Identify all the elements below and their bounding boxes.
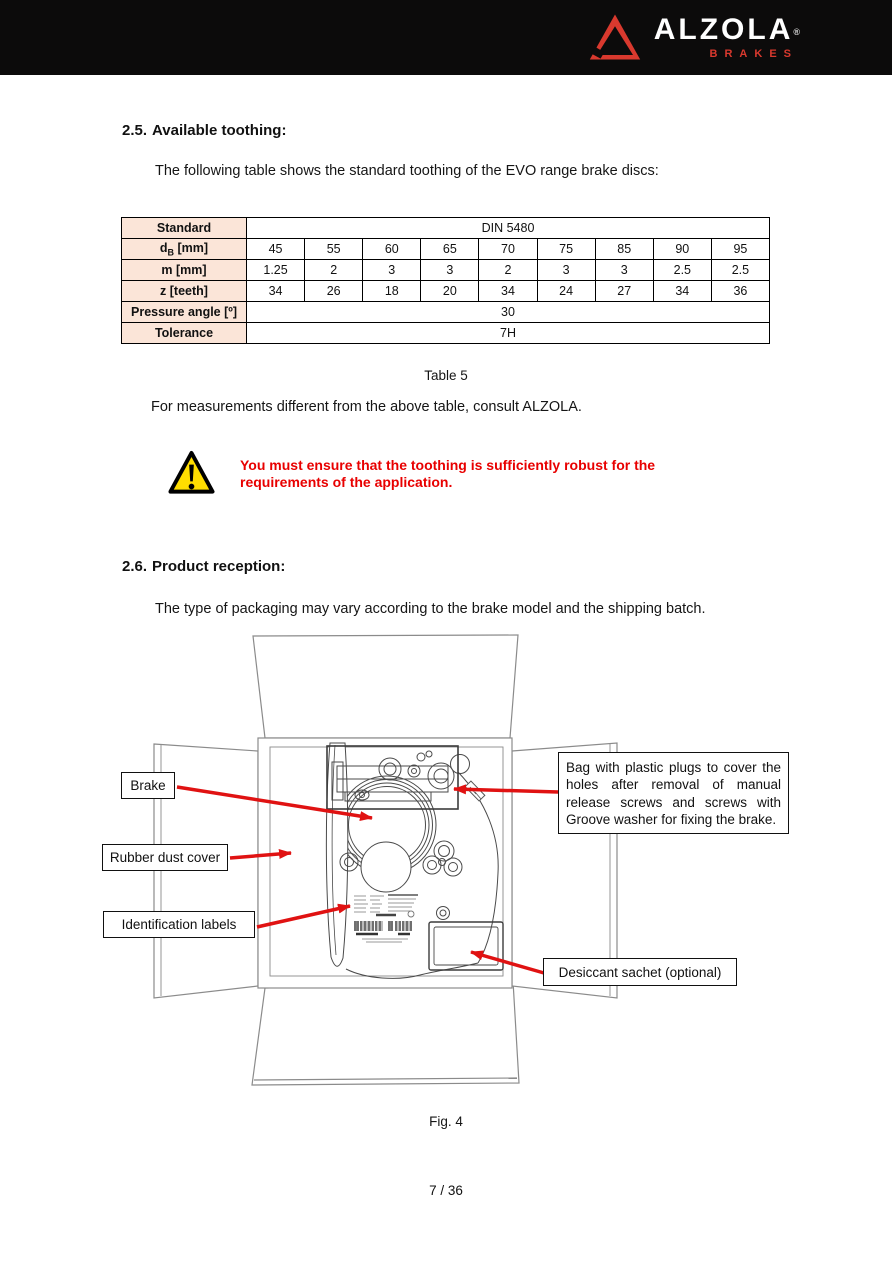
row-label: m [mm] <box>122 260 247 281</box>
cell: 18 <box>363 281 421 302</box>
bag-plastic-plugs-label: Bag with plastic plugs to cover the holes after removal of manual release screws and screws with Groove washer for fixing the brake. <box>558 752 789 834</box>
warning-line: You must ensure that the toothing is sufficiently robust for the <box>240 457 656 473</box>
section-2-5-intro: The following table shows the standard toothing of the EVO range brake discs: <box>155 163 659 179</box>
page-number: 7 / 36 <box>429 1183 463 1198</box>
cell: 70 <box>479 239 537 260</box>
cell: 36 <box>711 281 769 302</box>
cell: 24 <box>537 281 595 302</box>
table-row <box>122 323 770 344</box>
cell: 3 <box>595 260 653 281</box>
toothing-table <box>121 217 770 344</box>
brand-word: ALZOLA <box>653 12 794 46</box>
row-label: Tolerance <box>122 323 247 344</box>
table-caption: Table 5 <box>424 368 468 383</box>
cell: 60 <box>363 239 421 260</box>
cell: 90 <box>653 239 711 260</box>
row-label: Pressure angle [º] <box>122 302 247 323</box>
cell: 75 <box>537 239 595 260</box>
identification-labels-label: Identification labels <box>103 911 255 938</box>
desiccant-sachet-label: Desiccant sachet (optional) <box>543 958 737 986</box>
section-number: 2.6. <box>122 558 148 575</box>
cell: 85 <box>595 239 653 260</box>
standard-value: DIN 5480 <box>247 218 770 239</box>
section-title: Available toothing: <box>152 122 287 139</box>
warning-icon <box>168 448 215 498</box>
table-row <box>122 239 770 260</box>
cell: 34 <box>247 281 305 302</box>
brand-subtitle: BRAKES <box>709 47 798 60</box>
cell: 55 <box>305 239 363 260</box>
cell: 27 <box>595 281 653 302</box>
cell: 2 <box>305 260 363 281</box>
figure-caption: Fig. 4 <box>429 1114 463 1129</box>
cell: 20 <box>421 281 479 302</box>
table-row <box>122 218 770 239</box>
section-2-6-intro: The type of packaging may vary according to the brake model and the shipping batch. <box>155 601 706 617</box>
section-2-5-heading <box>122 122 286 139</box>
warning-text <box>240 457 710 491</box>
section-2-6-heading <box>122 558 285 575</box>
cell: 3 <box>537 260 595 281</box>
row-label: Standard <box>122 218 247 239</box>
rubber-dust-cover-label: Rubber dust cover <box>102 844 228 871</box>
cell: 3 <box>363 260 421 281</box>
row-label: $d_B$ [mm] <box>122 239 247 260</box>
cell: 2.5 <box>653 260 711 281</box>
cell: 45 <box>247 239 305 260</box>
section-number: 2.5. <box>122 122 148 139</box>
table-row <box>122 260 770 281</box>
page-header-bar <box>0 0 892 75</box>
brand-name <box>653 12 800 46</box>
table-row <box>122 281 770 302</box>
brake-label: Brake <box>121 772 175 799</box>
cell: 1.25 <box>247 260 305 281</box>
cell: 34 <box>479 281 537 302</box>
cell: 3 <box>421 260 479 281</box>
packaging-figure <box>140 625 800 1095</box>
row-label: z [teeth] <box>122 281 247 302</box>
registered-mark: ® <box>793 26 800 37</box>
cell: 34 <box>653 281 711 302</box>
cell: 95 <box>711 239 769 260</box>
table-row <box>122 302 770 323</box>
note-text: For measurements different from the above table, consult ALZOLA. <box>151 399 582 415</box>
cell: 65 <box>421 239 479 260</box>
cell: 26 <box>305 281 363 302</box>
section-title: Product reception: <box>152 558 286 575</box>
tolerance-value: 7H <box>247 323 770 344</box>
brand-logo <box>588 11 800 63</box>
cell: 2.5 <box>711 260 769 281</box>
warning-line: requirements of the application. <box>240 474 453 490</box>
cell: 2 <box>479 260 537 281</box>
brand-triangle-icon <box>588 11 642 63</box>
pressure-value: 30 <box>247 302 770 323</box>
